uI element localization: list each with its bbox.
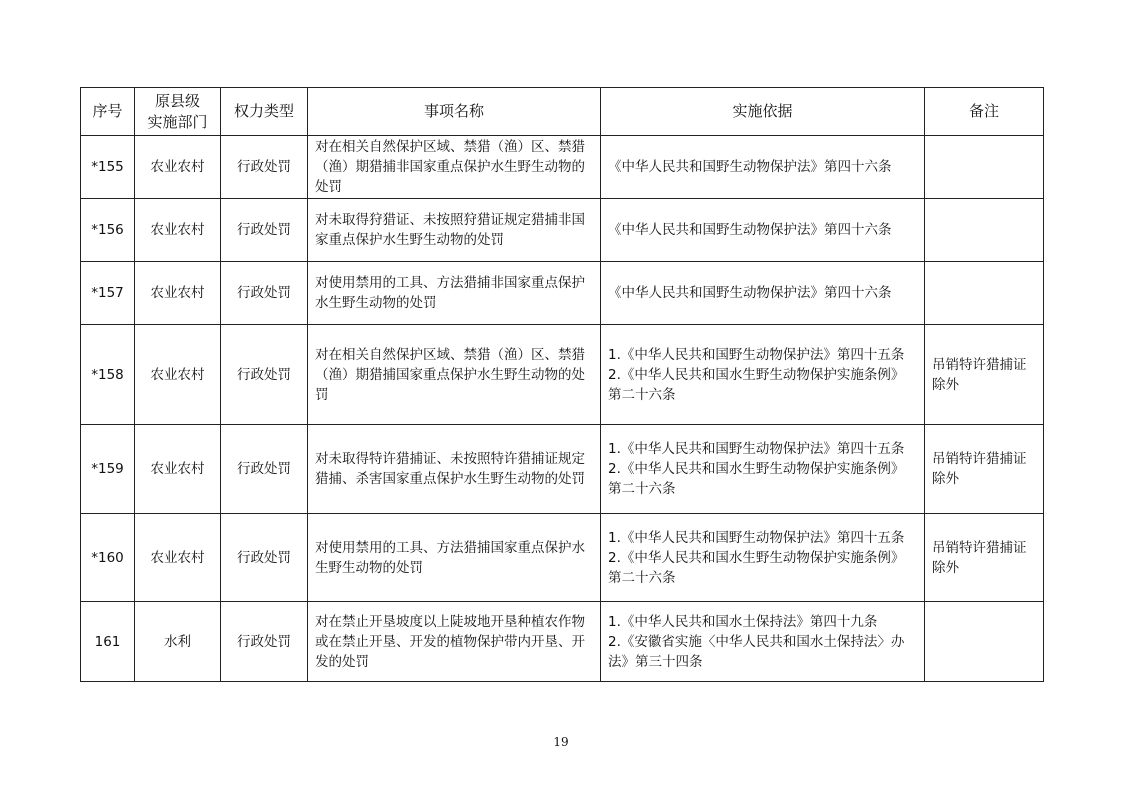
basis-line: 1.《中华人民共和国野生动物保护法》第四十五条 [608, 346, 905, 363]
header-dept [135, 88, 221, 136]
cell-note [925, 602, 1044, 682]
table-row [81, 199, 1044, 262]
table-row [81, 602, 1044, 682]
cell-seq: *156 [81, 199, 135, 262]
table-row [81, 136, 1044, 199]
cell-type: 行政处罚 [221, 425, 308, 514]
header-row [81, 88, 1044, 136]
cell-name: 对在禁止开垦坡度以上陡坡地开垦种植农作物或在禁止开垦、开发的植物保护带内开垦、开发的处罚 [308, 602, 601, 682]
cell-dept: 农业农村 [135, 325, 221, 425]
cell-dept: 农业农村 [135, 262, 221, 325]
cell-seq: *160 [81, 514, 135, 602]
basis-line: 1.《中华人民共和国野生动物保护法》第四十五条 [608, 529, 905, 546]
basis-line: 1.《中华人民共和国野生动物保护法》第四十五条 [608, 441, 905, 457]
basis-line: 2.《中华人民共和国水生野生动物保护实施条例》第二十六条 [608, 461, 905, 497]
header-basis: 实施依据 [601, 88, 925, 136]
cell-type: 行政处罚 [221, 262, 308, 325]
header-name: 事项名称 [308, 88, 601, 136]
table-header [81, 88, 1044, 136]
basis-line: 1.《中华人民共和国水土保持法》第四十九条 [608, 613, 878, 630]
cell-name: 对使用禁用的工具、方法猎捕国家重点保护水生野生动物的处罚 [308, 514, 601, 602]
basis-line: 2.《安徽省实施〈中华人民共和国水土保持法〉办法》第三十四条 [608, 633, 905, 670]
basis-line: 《中华人民共和国野生动物保护法》第四十六条 [608, 159, 892, 175]
cell-seq: 161 [81, 602, 135, 682]
basis-line: 《中华人民共和国野生动物保护法》第四十六条 [608, 222, 892, 238]
cell-note: 吊销特许猎捕证除外 [925, 514, 1044, 602]
cell-basis [601, 199, 925, 262]
cell-basis [601, 514, 925, 602]
cell-basis [601, 262, 925, 325]
table-row [81, 262, 1044, 325]
header-type: 权力类型 [221, 88, 308, 136]
cell-name: 对未取得狩猎证、未按照狩猎证规定猎捕非国家重点保护水生野生动物的处罚 [308, 199, 601, 262]
cell-type: 行政处罚 [221, 602, 308, 682]
cell-name: 对在相关自然保护区域、禁猎（渔）区、禁猎（渔）期猎捕国家重点保护水生野生动物的处罚 [308, 325, 601, 425]
cell-dept: 农业农村 [135, 514, 221, 602]
cell-basis [601, 602, 925, 682]
cell-seq: *157 [81, 262, 135, 325]
basis-line: 2.《中华人民共和国水生野生动物保护实施条例》第二十六条 [608, 549, 905, 586]
cell-basis [601, 425, 925, 514]
cell-basis [601, 136, 925, 199]
page-number: 19 [553, 735, 569, 749]
cell-type: 行政处罚 [221, 199, 308, 262]
cell-type: 行政处罚 [221, 325, 308, 425]
cell-seq: *159 [81, 425, 135, 514]
cell-name: 对使用禁用的工具、方法猎捕非国家重点保护水生野生动物的处罚 [308, 262, 601, 325]
header-note: 备注 [925, 88, 1044, 136]
cell-note [925, 199, 1044, 262]
basis-line: 《中华人民共和国野生动物保护法》第四十六条 [608, 285, 892, 301]
table-row [81, 425, 1044, 514]
header-seq: 序号 [81, 88, 135, 136]
cell-dept: 农业农村 [135, 425, 221, 514]
cell-type: 行政处罚 [221, 514, 308, 602]
header-dept-line1: 原县级 [154, 91, 200, 110]
power-list-table [80, 87, 1044, 682]
table-row [81, 514, 1044, 602]
cell-basis [601, 325, 925, 425]
cell-dept: 农业农村 [135, 199, 221, 262]
cell-name: 对未取得特许猎捕证、未按照特许猎捕证规定猎捕、杀害国家重点保护水生野生动物的处罚 [308, 425, 601, 514]
cell-name: 对在相关自然保护区域、禁猎（渔）区、禁猎（渔）期猎捕非国家重点保护水生野生动物的处罚 [308, 136, 601, 199]
table-row [81, 325, 1044, 425]
cell-note: 吊销特许猎捕证除外 [925, 325, 1044, 425]
cell-seq: *158 [81, 325, 135, 425]
table-body [81, 136, 1044, 682]
basis-line: 2.《中华人民共和国水生野生动物保护实施条例》第二十六条 [608, 366, 905, 403]
cell-type: 行政处罚 [221, 136, 308, 199]
cell-dept: 农业农村 [135, 136, 221, 199]
cell-note: 吊销特许猎捕证除外 [925, 425, 1044, 514]
cell-note [925, 136, 1044, 199]
cell-seq: *155 [81, 136, 135, 199]
cell-dept: 水利 [135, 602, 221, 682]
header-dept-line2: 实施部门 [147, 112, 208, 131]
cell-note [925, 262, 1044, 325]
